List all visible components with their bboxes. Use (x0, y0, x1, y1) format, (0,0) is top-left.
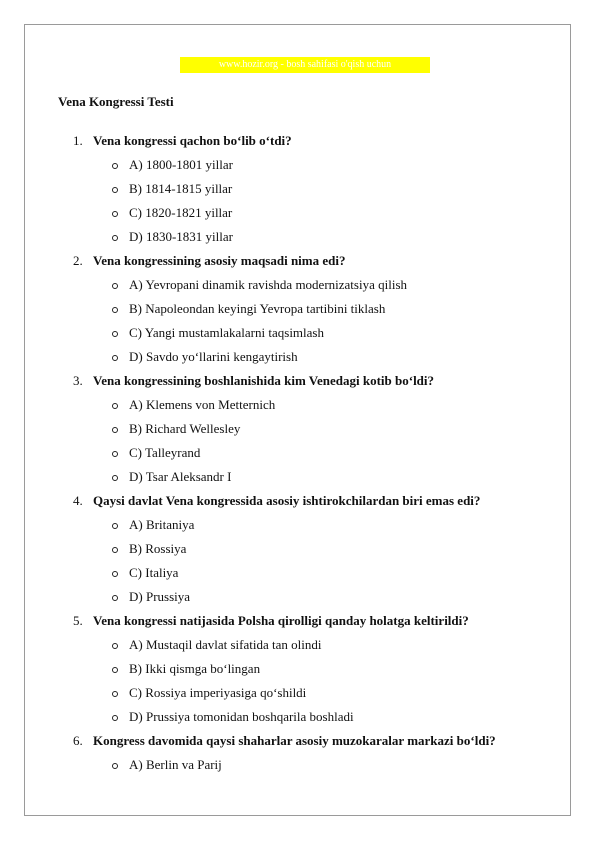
question-text: Vena kongressi qachon bo‘lib o‘tdi? (93, 133, 292, 148)
answer-option (0, 561, 596, 585)
option-text: A) Britaniya (129, 517, 195, 532)
option-text: A) 1800-1801 yillar (129, 157, 233, 172)
question-item (0, 609, 596, 729)
circle-bullet-icon (112, 451, 118, 457)
option-text: A) Klemens von Metternich (129, 397, 276, 412)
answer-option (0, 465, 596, 489)
circle-bullet-icon (112, 643, 118, 649)
circle-bullet-icon (112, 355, 118, 361)
question-item (0, 369, 596, 489)
question-item (0, 489, 596, 609)
question-text: Qaysi davlat Vena kongressida asosiy ishtirokchilardan biri emas edi? (93, 493, 481, 508)
option-text: C) Yangi mustamlakalarni taqsimlash (129, 325, 324, 340)
circle-bullet-icon (112, 595, 118, 601)
top-banner: www.hozir.org - bosh sahifasi o'qish uchun (180, 57, 430, 73)
answer-option (0, 441, 596, 465)
page-title: Vena Kongressi Testi (58, 94, 174, 109)
circle-bullet-icon (112, 691, 118, 697)
option-text: C) 1820-1821 yillar (129, 205, 233, 220)
circle-bullet-icon (112, 427, 118, 433)
option-text: B) Rossiya (129, 541, 187, 556)
answer-option (0, 633, 596, 657)
question-item (0, 729, 596, 777)
question-row (0, 489, 596, 513)
option-list (0, 273, 596, 369)
option-list (0, 753, 596, 777)
option-text: D) Savdo yo‘llarini kengaytirish (129, 349, 298, 364)
answer-option (0, 657, 596, 681)
question-row (0, 729, 596, 753)
circle-bullet-icon (112, 475, 118, 481)
option-text: C) Rossiya imperiyasiga qo‘shildi (129, 685, 307, 700)
option-list (0, 513, 596, 609)
option-text: B) Richard Wellesley (129, 421, 241, 436)
option-list (0, 393, 596, 489)
circle-bullet-icon (112, 523, 118, 529)
circle-bullet-icon (112, 187, 118, 193)
answer-option (0, 201, 596, 225)
question-text: Vena kongressi natijasida Polsha qirolligi qanday holatga keltirildi? (93, 613, 469, 628)
answer-option (0, 273, 596, 297)
answer-option (0, 153, 596, 177)
circle-bullet-icon (112, 571, 118, 577)
answer-option (0, 297, 596, 321)
question-number: 2. (73, 253, 83, 268)
option-text: A) Mustaqil davlat sifatida tan olindi (129, 637, 322, 652)
option-text: D) Prussiya tomonidan boshqarila boshladi (129, 709, 354, 724)
question-text: Kongress davomida qaysi shaharlar asosiy muzokaralar markazi bo‘ldi? (93, 733, 496, 748)
answer-option (0, 681, 596, 705)
question-row (0, 369, 596, 393)
question-item (0, 249, 596, 369)
answer-option (0, 417, 596, 441)
option-text: C) Talleyrand (129, 445, 201, 460)
question-number: 1. (73, 133, 83, 148)
question-row (0, 249, 596, 273)
option-list (0, 633, 596, 729)
question-number: 5. (73, 613, 83, 628)
option-text: B) Napoleondan keyingi Yevropa tartibini tiklash (129, 301, 386, 316)
option-text: D) Prussiya (129, 589, 191, 604)
circle-bullet-icon (112, 547, 118, 553)
question-number: 4. (73, 493, 83, 508)
question-row (0, 609, 596, 633)
option-text: B) Ikki qismga bo‘lingan (129, 661, 261, 676)
answer-option (0, 705, 596, 729)
circle-bullet-icon (112, 163, 118, 169)
circle-bullet-icon (112, 307, 118, 313)
question-list (0, 129, 596, 777)
question-number: 3. (73, 373, 83, 388)
circle-bullet-icon (112, 715, 118, 721)
circle-bullet-icon (112, 283, 118, 289)
answer-option (0, 537, 596, 561)
answer-option (0, 321, 596, 345)
answer-option (0, 393, 596, 417)
question-text: Vena kongressining asosiy maqsadi nima edi? (93, 253, 346, 268)
question-row (0, 129, 596, 153)
answer-option (0, 225, 596, 249)
answer-option (0, 753, 596, 777)
answer-option (0, 177, 596, 201)
circle-bullet-icon (112, 331, 118, 337)
answer-option (0, 585, 596, 609)
option-text: B) 1814-1815 yillar (129, 181, 233, 196)
answer-option (0, 345, 596, 369)
option-text: D) Tsar Aleksandr I (129, 469, 232, 484)
option-text: C) Italiya (129, 565, 179, 580)
question-item (0, 129, 596, 249)
circle-bullet-icon (112, 763, 118, 769)
option-text: A) Yevropani dinamik ravishda modernizatsiya qilish (129, 277, 408, 292)
question-text: Vena kongressining boshlanishida kim Venedagi kotib bo‘ldi? (93, 373, 435, 388)
option-text: A) Berlin va Parij (129, 757, 222, 772)
circle-bullet-icon (112, 403, 118, 409)
circle-bullet-icon (112, 211, 118, 217)
question-number: 6. (73, 733, 83, 748)
option-text: D) 1830-1831 yillar (129, 229, 233, 244)
circle-bullet-icon (112, 667, 118, 673)
answer-option (0, 513, 596, 537)
circle-bullet-icon (112, 235, 118, 241)
option-list (0, 153, 596, 249)
